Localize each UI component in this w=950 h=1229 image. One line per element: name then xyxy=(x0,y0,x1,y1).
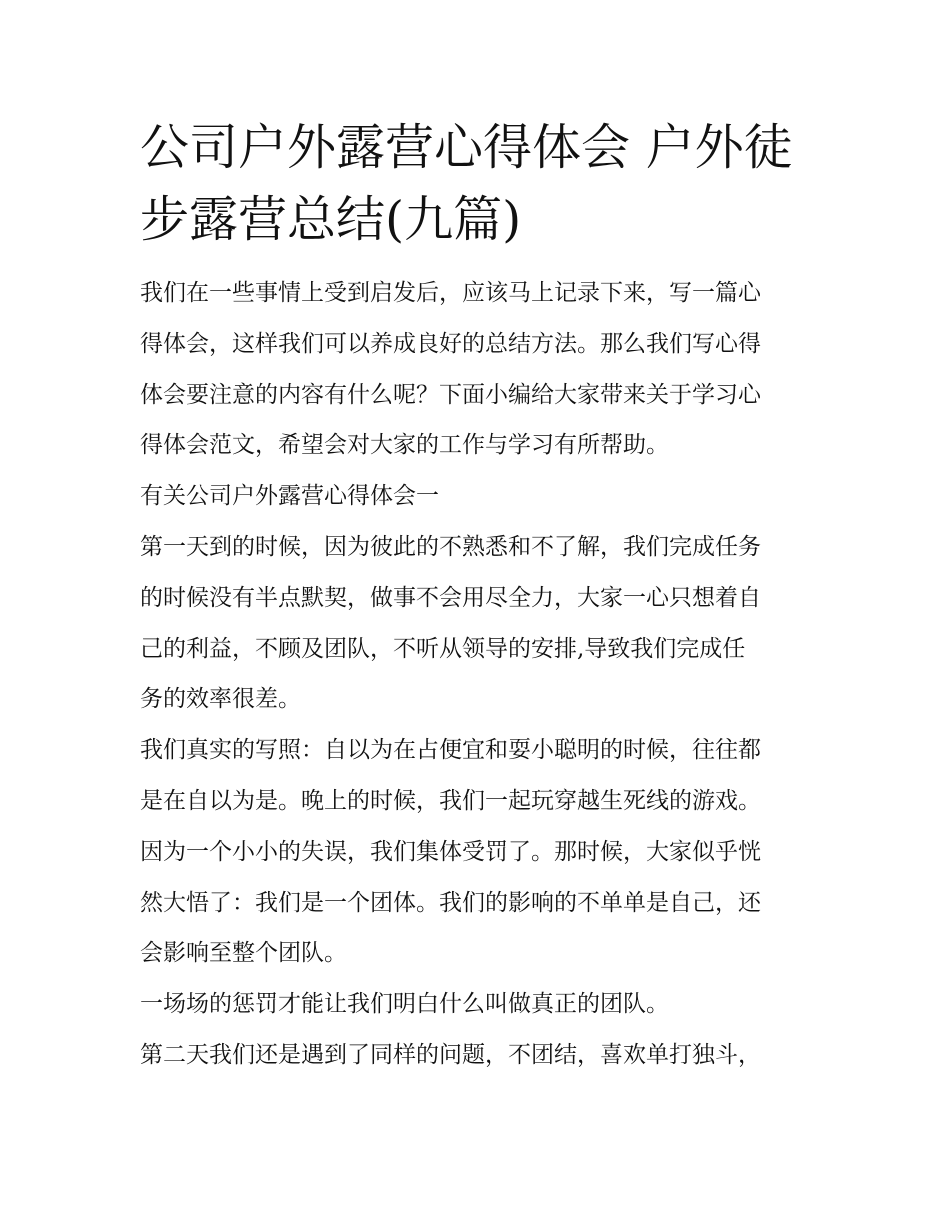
body-text-line: 我们真实的写照：自以为在占便宜和耍小聪明的时候，往往都 xyxy=(140,737,761,764)
body-text-line: 是在自以为是。晚上的时候，我们一起玩穿越生死线的游戏。 xyxy=(140,787,761,814)
section-heading: 有关公司户外露营心得体会一 xyxy=(140,483,439,510)
body-text-line: 第二天我们还是遇到了同样的问题，不团结，喜欢单打独斗， xyxy=(140,1041,761,1068)
body-text-line: 我们在一些事情上受到启发后，应该马上记录下来，写一篇心 xyxy=(140,280,761,306)
document-body xyxy=(140,268,820,1081)
body-text-line: 己的利益，不顾及团队，不听从领导的安排,导致我们完成任 xyxy=(140,635,746,662)
title-line: 公司户外露营心得体会 户外徒 xyxy=(140,119,793,176)
body-text-line: 因为一个小小的失误，我们集体受罚了。那时候，大家似乎恍 xyxy=(140,838,761,865)
document-title xyxy=(140,112,820,256)
body-text-line: 第一天到的时候，因为彼此的不熟悉和不了解，我们完成任务 xyxy=(140,533,761,560)
body-text-line: 然大悟了：我们是一个团体。我们的影响的不单单是自己，还 xyxy=(140,889,761,916)
body-text-line: 一场场的惩罚才能让我们明白什么叫做真正的团队。 xyxy=(140,991,669,1018)
document-content xyxy=(140,112,820,1081)
body-text-line: 体会要注意的内容有什么呢？下面小编给大家带来关于学习心 xyxy=(140,381,761,408)
body-text-line: 得体会，这样我们可以养成良好的总结方法。那么我们写心得 xyxy=(140,330,761,357)
body-text-line: 得体会范文，希望会对大家的工作与学习有所帮助。 xyxy=(140,432,669,459)
body-text-line: 务的效率很差。 xyxy=(140,686,301,713)
title-line: 步露营总结(九篇) xyxy=(140,191,522,248)
body-text-line: 会影响至整个团队。 xyxy=(140,940,347,967)
body-text-line: 的时候没有半点默契，做事不会用尽全力，大家一心只想着自 xyxy=(140,584,761,611)
